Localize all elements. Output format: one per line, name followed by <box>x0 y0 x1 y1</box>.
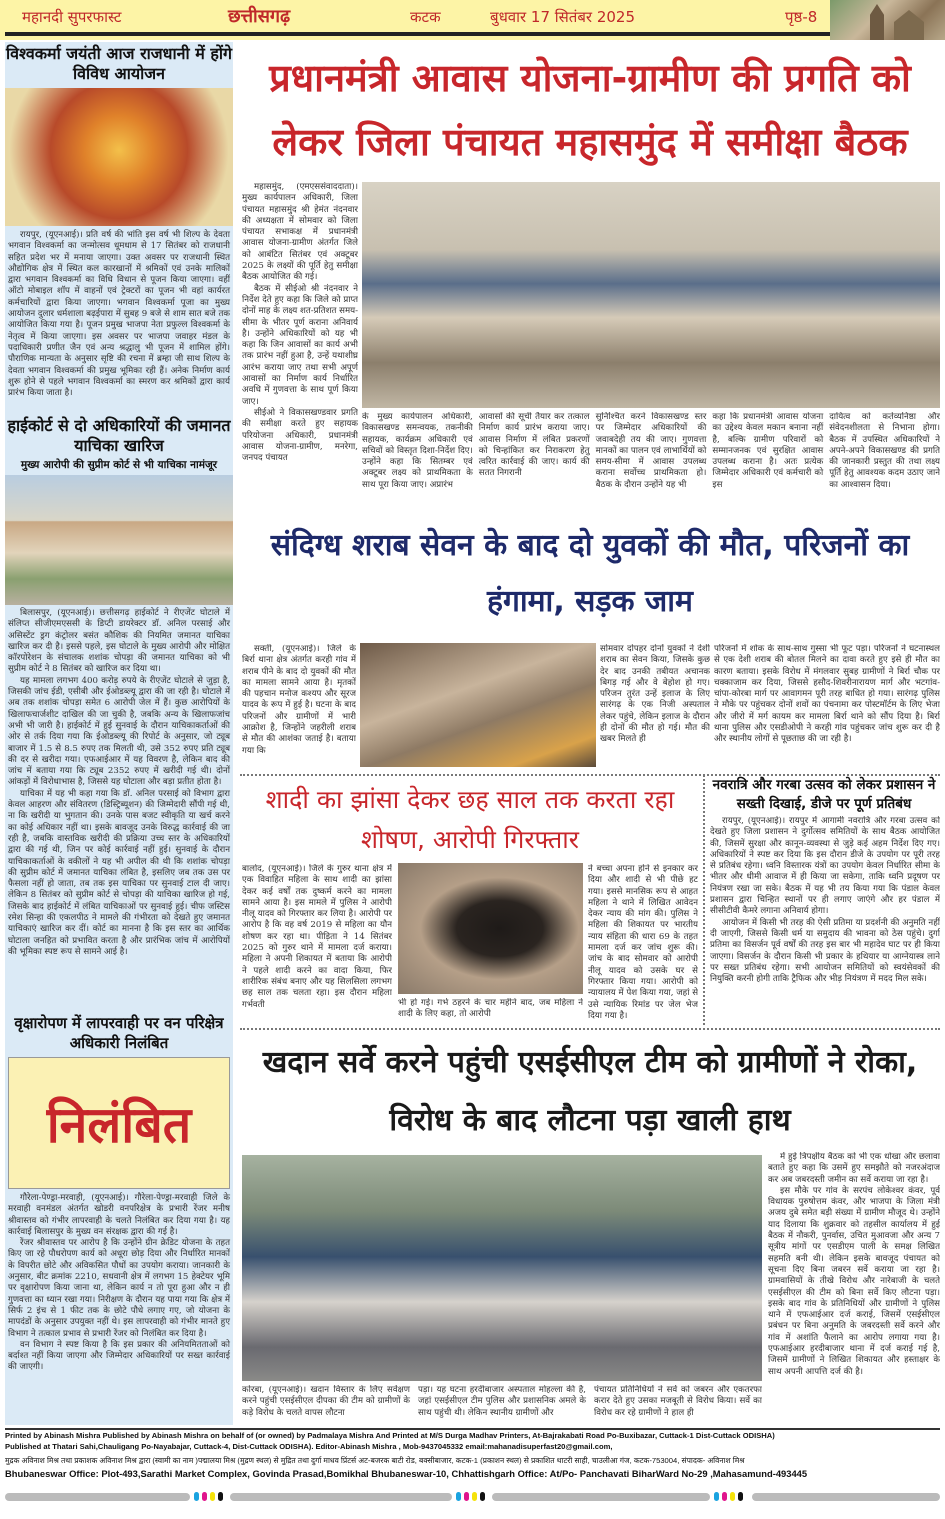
article-body: ने बच्चा अपना होने से इनकार कर दिया और शादी से भी पीछे हट गया। इससे मानसिक रूप से आहत महिला ने थाने में लिखित आवेदन देकर न्याय की मांग की। पुलिस ने महिला की शिकायत पर भारतीय न्याय संहिता की धारा 69 के तहत मामला दर्ज कर जांच शुरू की। जांच के बाद सोमवार को आरोपी नीलू यादव को उसके घर से गिरफ्तार किया गया। आरोपी को न्यायालय में पेश किया गया, जहां से उसे न्यायिक रिमांड पर जेल भेज दिया गया है। <box>588 864 698 1021</box>
article-column: आवासों की सूची तैयार कर तत्काल निर्माण कार्य प्रारंभ कराया जाए। आवास निर्माण में लंबित प्रकरणों को चिन्हांकित कर निराकरण हेतु त्वरित कार्रवाई की जाए। कार्य की सतत निगरानी <box>478 412 590 479</box>
section-name: छत्तीसगढ़ <box>228 6 291 27</box>
headline: हाईकोर्ट से दो अधिकारियों की जमानत याचिका खारिज <box>7 416 231 455</box>
registration-marks <box>194 1492 223 1501</box>
article-column: कहा कि प्रधानमंत्री आवास योजना का उद्देश्य केवल मकान बनाना नहीं है, बल्कि ग्रामीण परिवारों को सम्मानजनक एवं सुरक्षित आवास उपलब्ध कराना है। अतः प्रत्येक जिम्मेदार अधिकारी एवं कर्मचारी को इस <box>712 412 824 490</box>
article-column: पंचायत प्रतिनिधियों ने सर्वे को जबरन और एकतरफा करार देते हुए उसका मजबूती से विरोध किया। सर्वे का विरोध कर रहे ग्रामीणों ने हाल ही <box>594 1385 762 1418</box>
article-body: रायपुर, (यूएनआई)। प्रति वर्ष की भांति इस वर्ष भी शिल्प के देवता भगवान विश्वकर्मा का जन्मोत्सव धूमधाम से 17 सितंबर को राजधानी सहित प्रदेश भर में मनाया जाएगा। उक्त अवसर पर राजधानी स्थित औद्योगिक क्षेत्र में स्थित कल कारखानों में श्रमिकों एवं उनके मालिकों द्वारा भगवान विश्वकर्मा का विधि विधान से पूजन किया जाएगा। वहीं ऑटो मोबाइल शॉप में वाहनों एवं ट्रेक्टरों का पूजन भी वहां कार्यरत कर्मचारियों द्वारा किया जाएगा। भगवान विश्वकर्मा पूजा का मुख्य आयोजन दुलार धर्मशाला बढ़ईपारा में सुबह 9 बजे से शाम सात बजे तक आयोजित किया गया है। पूजन प्रमुख भाजपा नेता प्रफुल्ल विश्वकर्मा के नेतृत्व में किया जाएगा। इस अवसर पर भाजपा जवाहर मंडल के पदाधिकारी प्रणीत जैन एवं अन्य श्रद्धालु भी पूजन में शामिल होंगे। पौराणिक मान्यता के अनुसार सृष्टि की रचना में ब्रम्हा जी साथ शिल्प के देवता भगवान विश्वकर्मा की प्रमुख भूमिका रही हैं। अनेक निर्माण कार्य शुरू होने से पहले भगवान विश्वकर्मा का स्मरण कर श्रमिकों द्वारा कार्य प्रारंभ किया जाता है। <box>8 230 230 399</box>
article-body: रेंजर श्रीवास्तव पर आरोप है कि उन्होंने ग्रीन क्रेडिट योजना के तहत किए जा रहे पौधरोपण कार्य को अधूरा छोड़ दिया और निर्धारित मानकों के विपरीत छोटे और अविकसित पौधों का उपयोग कराया। जानकारी के अनुसार, बीट क्रमांक 2210, सधवानी क्षेत्र में लगभग 15 हेक्टेयर भूमि पर वृक्षारोपण किया जाना था, लेकिन कार्य न तो पूरा हुआ और न ही गुणवत्ता का ध्यान रखा गया। निरीक्षण के दौरान यह पाया गया कि क्षेत्र में सिर्फ 2 इंच से 1 फीट तक के छोटे पौधे लगाए गए, जो योजना के मापदंडों के अनुसार उपयुक्त नहीं थे। इस लापरवाही को गंभीर मानते हुए विभाग ने तत्काल प्रभाव से प्रभारी रेंजर को निलंबित कर दिया है। <box>8 1238 230 1339</box>
article-column: के मुख्य कार्यपालन अधिकारी, विकासखण्ड समन्वयक, तकनीकी सहायक, कार्यक्रम अधिकारी एवं सचिवों को विस्तृत दिशा-निर्देश दिए। उन्होंने कहा कि सितम्बर एवं अक्टूबर लक्ष्य को प्राथमिकता के साथ पूरा किया जाए। अप्रारंभ <box>362 412 473 490</box>
main-headline: प्रधानमंत्री आवास योजना-ग्रामीण की प्रगति को लेकर जिला पंचायत महासमुंद में समीक्षा बैठक <box>269 56 911 164</box>
headline: नवरात्रि और गरबा उत्सव को लेकर प्रशासन ने सख्ती दिखाई, डीजे पर पूर्ण प्रतिबंध <box>712 777 936 812</box>
print-bar <box>230 1493 452 1501</box>
article-body: सोमवार दोपहर दोनों युवकों ने देशी शराब का सेवन किया, जिसके कुछ देर बाद उनकी तबीयत अचानक बिगड़ गई और वे बेहोश हो गए। परिजन तुरंत उन्हें इलाज के लिए सारंगढ़ के एक निजी अस्पताल लेकर पहुंचे, लेकिन इलाज के दौरान ही दोनों की मौत हो गई। मौत की खबर मिलते ही <box>600 644 710 745</box>
victim-photo <box>398 863 583 994</box>
meeting-photo <box>362 182 940 408</box>
headline: शादी का झांसा देकर छह साल तक करता रहा शोषण, आरोपी गिरफ्तार <box>265 785 675 854</box>
registration-marks <box>456 1492 485 1501</box>
print-bar <box>5 1493 190 1501</box>
article-body: इस मौके पर गांव के सरपंच लोकेश्वर कंवर, पूर्व विधायक पुरुषोत्तम कंवर, और भाजपा के जिला मंत्री अजय दुबे समेत बड़ी संख्या में ग्रामीण मौजूद थे। उन्होंने याद दिलाया कि शुक्रवार को तहसील कार्यालय में हुई बैठक में नौकरी, पुनर्वास, उचित मुआवजा और अन्य 7 सूत्रीय मांगों पर एसडीएम पाली के समक्ष लिखित सहमति बनी थी। लेकिन इसके बावजूद पंचायत को सूचना दिए बिना जबरन सर्वे कराया जा रहा है। ग्रामवासियों के तीखे विरोध और नारेबाजी के चलते एसईसीएल की टीम को बिना सर्वे किए लौटना पड़ा। इसके बाद गांव के प्रतिनिधियों और ग्रामीणों ने पुलिस थाने में एफआईआर दर्ज कराई, जिसमें एसईसीएल प्रबंधन पर बिना अनुमति के जबरदस्ती सर्वे करने और गांव में अशांति फैलाने का आरोप लगाया गया है। एफआईआर हरदीबाजार थाना में दर्ज कराई गई है, जिसमें ग्रामीणों ने लिखित शिकायत और हस्ताक्षर के साथ अपनी आपत्ति दर्ज की है। <box>768 1185 940 1377</box>
article-column: पड़ा। यह घटना हरदीबाजार अस्पताल मोहल्ला की है, जहां एसईसीएल टीम पुलिस और प्रशासनिक अमले के साथ पहुंची थी। लेकिन स्थानीय ग्रामीणों और <box>418 1385 586 1418</box>
article-body: भी हो गई। गर्भ ठहरने के चार महीने बाद, जब महिला ने शादी के लिए कहा, तो आरोपी <box>398 998 583 1020</box>
article-body: यह मामला लगभग 400 करोड़ रुपये के रीएजेंट घोटाले से जुड़ा है, जिसकी जांच ईडी, एसीबी और ईओडब्ल्यू द्वारा की जा रही है। घोटाले में अब तक शशांक चोपड़ा समेत 6 आरोपी जेल में हैं। कुछ आरोपियों के खिलाफचार्जशीट दाखिल की जा चुकी है, जबकि अन्य के खिलाफजांच अभी भी जारी है। हाईकोर्ट में हुई सुनवाई के दौरान याचिकाकर्ताओं की ओर से तर्क दिया गया कि ईओडब्ल्यू की रिपोर्ट के अनुसार, जो ट्यूब बाजार में 1.5 से 8.5 रुपए तक मिलती थी, उसे 352 रुपए प्रति ट्यूब की दर से खरीदा गया। एफआईआर में यह विवरण है, लेकिन बाद की जांच में बताया गया कि ट्यूब 2352 रुपए में खरीदी गई थी। दोनों आंकड़ों में विरोधाभास है, जिससे यह घोटाला और बड़ा प्रतीत होता है। <box>8 675 230 788</box>
city: कटक <box>410 8 441 26</box>
headline: वृक्षारोपण में लापरवाही पर वन परिक्षेत्र अधिकारी निलंबित <box>14 1014 224 1052</box>
imprint-line-hindi: मुद्रक अविनाश मिश्र तथा प्रकाशक अविनाश मिश्र द्वारा (स्वामी का नाम )पद्मालया मिश्र (मुद्रण स्थल) से मुद्रित तथा दुर्गा माधव प्रिंटर्स अट-बजरक बाटी रोड, बक्सीबाजार, कटक-1 (प्रकाशन स्थल) से प्रकाशित थाटरी साही, चाउलीआ गंज, कटक-753004, संपादक- अविनाश मिश्र <box>5 1456 745 1465</box>
article-body: रायपुर, (यूएनआई)। रायपुर में आगामी नवरात्रि और गरबा उत्सव को देखते हुए जिला प्रशासन ने दुर्गोत्सव समितियों के साथ बैठक आयोजित की, जिसमें सुरक्षा और कानून-व्यवस्था से जुड़े कई अहम निर्देश दिए गए। अधिकारियों ने स्पष्ट कर दिया कि इस दौरान डीजे के उपयोग पर पूरी तरह से प्रतिबंध रहेगा। ध्वनि विस्तारक यंत्रों का उपयोग केवल निर्धारित सीमा के भीतर और धीमी आवाज में ही किया जा सकेगा, ताकि ध्वनि प्रदूषण पर नियंत्रण रखा जा सके। बैठक में यह भी तय किया गया कि पंडाल केवल प्रशासन द्वारा चिन्हित स्थानों पर ही लगाए जाएंगे और हर पंडाल में सीसीटीवी कैमरे लगाना अनिवार्य होगा। <box>710 816 940 917</box>
article-column: दायित्व को कर्तव्यनिष्ठा और संवेदनशीलता से निभाना होगा। बैठक में उपस्थित अधिकारियों ने अपने-अपने विकासखण्ड की प्रगति की जानकारी प्रस्तुत की तथा लक्ष्य पूर्ति हेतु आवश्यक कदम उठाए जाने का आश्वासन दिया। <box>829 412 940 490</box>
article-column: कोरबा, (यूएनआई)। खदान विस्तार के लिए सर्वेक्षण करने पहुंची एसईसीएल दीपका की टीम को ग्रामीणों के कड़े विरोध के चलते वापस लौटना <box>242 1385 410 1418</box>
headline: खदान सर्वे करने पहुंची एसईसीएल टीम को ग्रामीणों ने रोका, विरोध के बाद लौटना पड़ा खाली हाथ <box>262 1045 918 1138</box>
article-body: बिलासपुर, (यूएनआई)। छत्तीसगढ़ हाईकोर्ट ने रीएजेंट घोटाले में संलिप्त सीजीएमएससी के डिप्टी डायरेक्टर डॉ. अनिल परसाई और असिस्टेंट ड्रग कंट्रोलर बसंत कौशिक की नियमित जमानत याचिका खारिज कर दी है। इससे पहले, इस घोटाले के मुख्य आरोपी और मोक्षित कॉरपोरेशन के संचालक शशांक चोपड़ा की जमानत याचिका को भी सुप्रीम कोर्ट ने 8 सितंबर को खारिज कर दिया था। <box>8 608 230 675</box>
vishwakarma-image <box>5 88 233 226</box>
subheadline: मुख्य आरोपी की सुप्रीम कोर्ट से भी याचिका नामंजूर <box>20 459 218 471</box>
masthead <box>0 0 945 40</box>
divider <box>240 1028 940 1030</box>
imprint-line: Published at Thatari Sahi,Chauligang Po-Nayabajar, Cuttack-4, Dist-Cuttack ODISHA). Editor-Abinash Mishra , Mob-9437045332 email:mahanadisuperfast20@gmail.com, <box>5 1442 613 1451</box>
article-body: बैठक में सीईओ श्री नंदनवार ने निर्देश देते हुए कहा कि जिले को प्राप्त दोनों माह के लक्ष्य शत-प्रतिशत समय-सीमा के भीतर पूर्ण कराना अनिवार्य है। उन्होंने अधिकारियों को यह भी कहा कि जिन आवासों का कार्य अभी तक प्रारंभ नहीं हुआ है, उन्हें यथाशीघ्र आरंभ कराया जाए तथा सभी अपूर्ण आवासों का निर्माण कार्य निर्धारित अवधि में गुणवत्ता के साथ पूर्ण किया जाए। <box>242 283 358 407</box>
print-bar <box>492 1493 710 1501</box>
paper-name: महानदी सुपरफास्ट <box>22 8 122 26</box>
headline: विश्वकर्मा जयंती आज राजधानी में होंगे विविध आयोजन <box>5 44 232 83</box>
article-body: में हुई त्रिपक्षीय बैठक को भी एक धोखा और छलावा बताते हुए कहा कि उसमें हुए समझौते को नजरअंदाज कर अब जबरदस्ती जमीन का सर्वे कराया जा रहा है। <box>768 1152 940 1185</box>
protest-photo <box>242 1155 762 1381</box>
article-body: सक्ती, (यूएनआई)। जिले के बिर्रा थाना क्षेत्र अंतर्गत करही गांव में शराब पीने के बाद दो युवकों की मौत का मामला सामने आया है। मृतकों की पहचान मनोज कश्यप और सूरज यादव के रूप में हुई है। घटना के बाद परिजनों और ग्रामीणों में भारी आक्रोश है, जिन्होंने जहरीली शराब से मौत की आशंका जताई है। बताया गया कि <box>242 644 356 756</box>
registration-marks <box>714 1492 743 1501</box>
high-court-image <box>5 475 233 605</box>
imprint <box>5 1430 940 1479</box>
left-column <box>5 42 233 1425</box>
article-body: वन विभाग ने स्पष्ट किया है कि इस प्रकार की अनियमितताओं को बर्दाश्त नहीं किया जाएगा और जिम्मेदार अधिकारियों पर सख्त कार्रवाई की जाएगी। <box>8 1339 230 1373</box>
liquor-photo <box>360 643 596 767</box>
office-addresses: Bhubaneswar Office: Plot-493,Sarathi Market Complex, Govinda Prasad,Bomikhal Bhubaneswar-10, Chhattishgarh Office: At/Po- Panchavati BiharWard No-29 ,Mahasamund-493445 <box>5 1468 808 1479</box>
date: बुधवार 17 सितंबर 2025 <box>490 8 635 26</box>
article-body: गौरेला-पेण्ड्रा-मरवाही, (यूएनआई)। गौरेला-पेण्ड्रा-मरवाही जिले के मरवाही वनमंडल अंतर्गत खोडरी वनपरिक्षेत्र के प्रभारी रेंजर मनीष श्रीवास्तव को गंभीर लापरवाही के चलते निलंबित कर दिया गया है। यह कार्रवाई बिलासपुर के मुख्य वन संरक्षक द्वारा की गई है। <box>8 1193 230 1237</box>
article-body: परिजनों में शोक के साथ-साथ गुस्सा भी फूट पड़ा। परिजनों ने घटनास्थल से एक देशी शराब की बोतल मिलने का दावा करते हुए इसे ही मौत का कारण बताया। इसके विरोध में मंगलवार सुबह ग्रामीणों ने बिर्रा चौक पर चक्काजाम कर दिया, जिससे हसौद-शिवरीनारायण मार्ग और भटगांव-चांपा-कोरबा मार्ग पर आवागमन पूरी तरह बाधित हो गया। सारंगढ़ पुलिस ने मौके पर पहुंचकर दोनों शवों का पंचनामा कर पोस्टमॉर्टम के लिए भेजा और जीरो में मर्ग कायम कर मामला बिर्रा थाने को सौंप दिया है। बिर्रा थाना पुलिस और एसडीओपी ने करही गांव पहुंचकर जांच शुरू कर दी है और स्थानीय लोगों से पूछताछ की जा रही है। <box>714 644 940 745</box>
suspended-badge: निलंबित <box>8 1057 230 1189</box>
print-bar <box>752 1493 940 1501</box>
article-body: आयोजन में किसी भी तरह की ऐसी प्रतिमा या प्रदर्शनी की अनुमति नहीं दी जाएगी, जिससे किसी धर्म या समुदाय की भावना को ठेस पहुंचे। दुर्गा प्रतिमा का विसर्जन पूर्व वर्षों की तरह इस बार भी महादेव घाट पर ही किया जाएगा। विसर्जन के दौरान किसी भी प्रकार के हथियार या आग्नेयास्त्र लाने पर सख्त प्रतिबंध रहेगा। सभी आयोजन समितियों को स्वयंसेवकों की नियुक्ति करनी होगी ताकि ट्रैफिक और भीड़ नियंत्रण में मदद मिल सके। <box>710 917 940 985</box>
header-rule <box>5 32 830 36</box>
divider <box>703 775 705 1025</box>
article-body: महासमुंद, (एमएससंवाददाता)। मुख्य कार्यपालन अधिकारी, जिला पंचायत महासमुंद श्री हेमंत नंदनवार की अध्यक्षता में सोमवार को जिला पंचायत सभाकक्ष में प्रधानमंत्री आवास योजना-ग्रामीण अंतर्गत जिले को आबंटित सितंबर एवं अक्टूबर 2025 के लक्ष्यों की पूर्ति हेतु समीक्षा बैठक आयोजित की गई। <box>242 182 358 283</box>
article-column: सुनिश्चित करने विकासखण्ड स्तर पर जिम्मेदार अधिकारियों की जवाबदेही तय की जाए। गुणवत्ता मानकों का पालन एवं लाभार्थियों को समय-सीमा में आवास उपलब्ध कराना सर्वोच्च प्राथमिकता हो। बैठक के दौरान उन्होंने यह भी <box>595 412 707 490</box>
temple-image <box>830 0 945 40</box>
page-number: पृष्ठ-8 <box>785 8 818 26</box>
imprint-line: Printed by Abinash Mishra Published by Abinash Mishra on behalf of (or owned) by Padmalaya Mishra And Printed at M/S Durga Madhav Printers, At-Bajrakabati Road Po-Buxibazar, Cuttack-1 Dist-Cuttack ODISHA) <box>5 1431 775 1440</box>
headline: संदिग्ध शराब सेवन के बाद दो युवकों की मौत, परिजनों का हंगामा, सड़क जाम <box>270 528 910 619</box>
article-body: बालोद, (यूएनआई)। जिले के गुरुर थाना क्षेत्र में एक विवाहित महिला के साथ शादी का झांसा देकर कई वर्षों तक दुष्कर्म करने का मामला सामने आया है। इस मामले में पुलिस ने आरोपी नीलू यादव को गिरफ्तार कर लिया है। आरोपी पर आरोप है कि वह वर्ष 2019 से महिला का यौन शोषण कर रहा था। पीड़िता ने 14 सितंबर 2025 को गुरुर थाने में मामला दर्ज कराया। महिला ने अपनी शिकायत में बताया कि आरोपी ने पहले शादी करने का वादा किया, फिर शारीरिक संबंध बनाए और यह सिलसिला लगभग छह साल तक चलता रहा। इस दौरान महिला गर्भवती <box>242 864 392 1010</box>
article-body: याचिका में यह भी कहा गया कि डॉ. अनिल परसाई को विभाग द्वारा केवल आहरण और संवितरण (डिस्ट्रिब्यूशन) की जिम्मेदारी सौंपी गई थी, ना कि खरीदी या भुगतान की। उनके पास बजट स्वीकृति या खर्च करने का कोई अधिकार नहीं था। इसके बावजूद उनके विरुद्ध कार्रवाई की जा रही है, जबकि वास्तविक खरीदी की प्रक्रिया उच्च स्तर के अधिकारियों द्वारा की गई थी, जिन पर कोई कार्रवाई नहीं हुई। सुनवाई के दौरान याचिकाकर्ताओं के वकीलों ने यह भी अपील की थी कि शशांक चोपड़ा की सुप्रीम कोर्ट में जमानत याचिका लंबित है, इसलिए जब तक उस पर फैसला नहीं हो जाता, तब तक इस याचिका पर सुनवाई टाल दी जाए। लेकिन 8 सितंबर को सुप्रीम कोर्ट से चोपड़ा की याचिका खारिज हो गई, जिसके बाद हाईकोर्ट में लंबित याचिकाओं पर सुनवाई हुई। चीफ जस्टिस रमेश सिन्हा की एकलपीठ ने मामले की गंभीरता को देखते हुए जमानत याचिकाएं खारिज कर दीं। कोर्ट का मानना है कि इस स्तर का आर्थिक घोटाला जनहित को प्रभावित करता है और प्रारंभिक जांच में आरोपियों की भूमिका स्पष्ट रूप से सामने आई है। <box>8 788 230 957</box>
article-body: सीईओ ने विकासखण्डवार प्रगति की समीक्षा करते हुए सहायक परियोजना अधिकारी, प्रधानमंत्री आवास योजना-ग्रामीण, मनरेगा, जनपद पंचायत <box>242 407 358 464</box>
